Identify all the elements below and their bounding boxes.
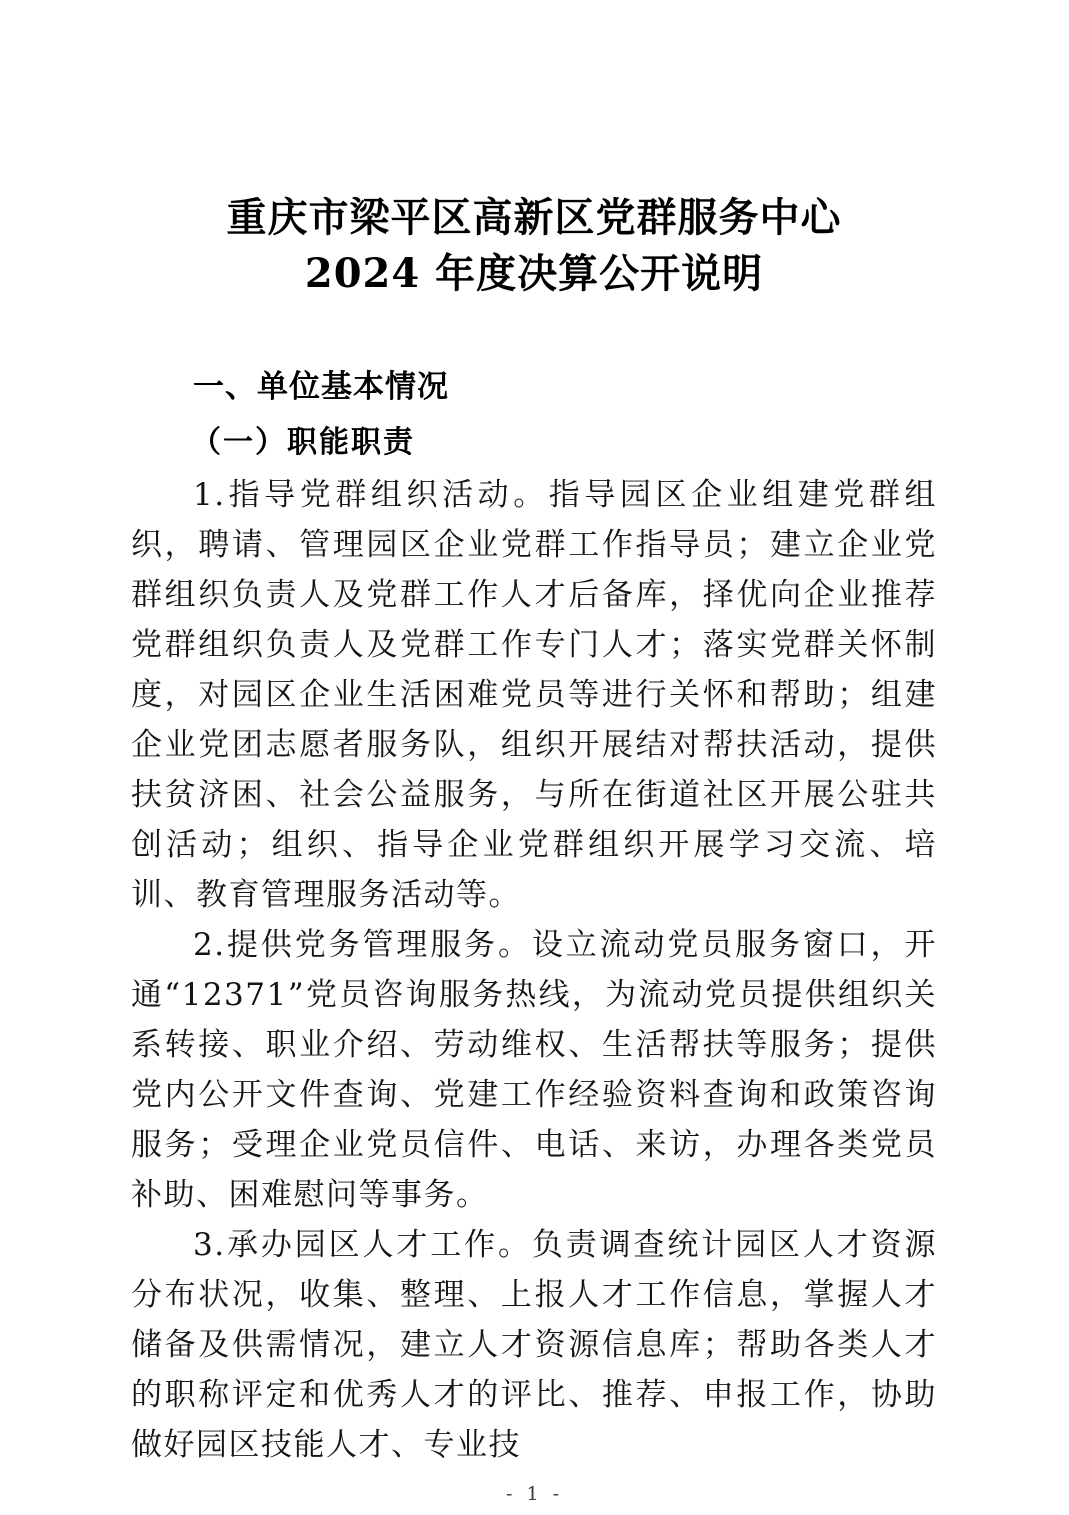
document-title bbox=[131, 190, 937, 302]
body-text bbox=[131, 470, 937, 1470]
subsection-heading-functions-duties: （一）职能职责 bbox=[191, 425, 415, 460]
paragraph-2-party-affairs-service: 2.提供党务管理服务。设立流动党员服务窗口，开通“12371”党员咨询服务热线，为流动党员提供组织关系转接、职业介绍、劳动维权、生活帮扶等服务；提供党内公开文件查询、党建工作经验资料查询和政策咨询服务；受理企业党员信件、电话、来访，办理各类党员补助、困难慰问等事务。 bbox=[131, 927, 937, 1213]
page-number: - 1 - bbox=[505, 1483, 563, 1505]
section-heading-unit-basic-info: 一、单位基本情况 bbox=[193, 369, 449, 405]
document-title-line1: 重庆市梁平区高新区党群服务中心 bbox=[226, 194, 842, 241]
paragraph-3-talent-work: 3.承办园区人才工作。负责调查统计园区人才资源分布状况，收集、整理、上报人才工作信息，掌握人才储备及供需情况，建立人才资源信息库；帮助各类人才的职称评定和优秀人才的评比、推荐、申报工作，协助做好园区技能人才、专业技 bbox=[131, 1227, 937, 1463]
document-title-line2: 2024 年度决算公开说明 bbox=[304, 250, 764, 297]
paragraph-1-party-group-guidance: 1.指导党群组织活动。指导园区企业组建党群组织，聘请、管理园区企业党群工作指导员；建立企业党群组织负责人及党群工作人才后备库，择优向企业推荐党群组织负责人及党群工作专门人才；落实党群关怀制度，对园区企业生活困难党员等进行关怀和帮助；组建企业党团志愿者服务队，组织开展结对帮扶活动，提供扶贫济困、社会公益服务，与所在街道社区开展公驻共创活动；组织、指导企业党群组织开展学习交流、培训、教育管理服务活动等。 bbox=[131, 477, 937, 913]
